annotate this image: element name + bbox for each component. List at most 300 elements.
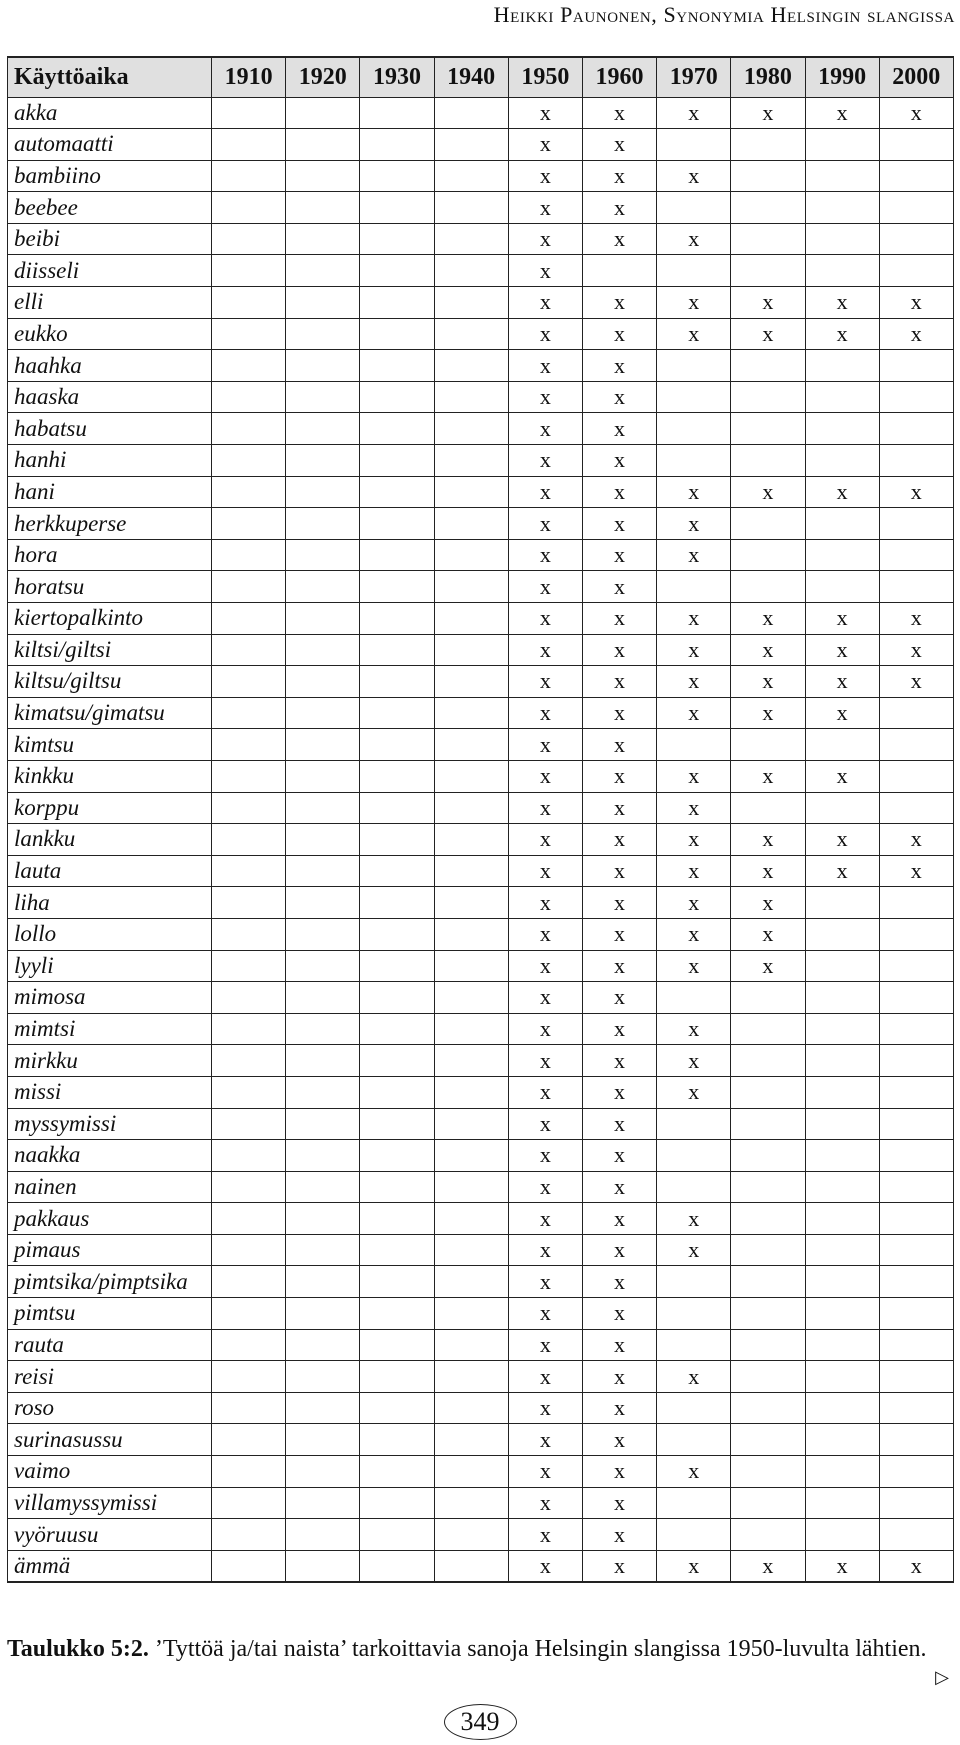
empty-cell bbox=[360, 318, 434, 350]
empty-cell bbox=[731, 1013, 805, 1045]
usage-mark-cell: x bbox=[805, 666, 879, 698]
usage-mark-cell: x bbox=[582, 1424, 656, 1456]
table-row bbox=[8, 697, 954, 729]
empty-cell bbox=[731, 129, 805, 161]
empty-cell bbox=[360, 539, 434, 571]
empty-cell bbox=[731, 381, 805, 413]
page-number-label: 349 bbox=[444, 1704, 517, 1740]
usage-mark-cell: x bbox=[879, 97, 953, 129]
empty-cell bbox=[434, 476, 508, 508]
empty-cell bbox=[879, 1234, 953, 1266]
usage-mark-cell: x bbox=[582, 824, 656, 856]
word-cell: kimatsu/gimatsu bbox=[8, 697, 212, 729]
empty-cell bbox=[879, 1108, 953, 1140]
empty-cell bbox=[805, 1013, 879, 1045]
word-cell: hanhi bbox=[8, 445, 212, 477]
empty-cell bbox=[434, 634, 508, 666]
table-row bbox=[8, 1298, 954, 1330]
empty-cell bbox=[657, 413, 731, 445]
usage-mark-cell: x bbox=[508, 1171, 582, 1203]
usage-mark-cell: x bbox=[805, 855, 879, 887]
empty-cell bbox=[805, 1361, 879, 1393]
empty-cell bbox=[731, 192, 805, 224]
empty-cell bbox=[805, 1140, 879, 1172]
empty-cell bbox=[657, 255, 731, 287]
empty-cell bbox=[879, 1298, 953, 1330]
word-cell: naakka bbox=[8, 1140, 212, 1172]
empty-cell bbox=[212, 918, 286, 950]
empty-cell bbox=[286, 792, 360, 824]
empty-cell bbox=[434, 697, 508, 729]
usage-mark-cell: x bbox=[582, 508, 656, 540]
empty-cell bbox=[286, 950, 360, 982]
usage-mark-cell: x bbox=[657, 855, 731, 887]
usage-mark-cell: x bbox=[657, 287, 731, 319]
word-cell: kiltsu/giltsu bbox=[8, 666, 212, 698]
usage-mark-cell: x bbox=[582, 634, 656, 666]
usage-mark-cell: x bbox=[508, 223, 582, 255]
empty-cell bbox=[434, 1519, 508, 1551]
empty-cell bbox=[434, 192, 508, 224]
empty-cell bbox=[360, 982, 434, 1014]
table-row bbox=[8, 255, 954, 287]
empty-cell bbox=[805, 1329, 879, 1361]
empty-cell bbox=[286, 318, 360, 350]
table-row bbox=[8, 1266, 954, 1298]
empty-cell bbox=[879, 571, 953, 603]
table-row bbox=[8, 350, 954, 382]
empty-cell bbox=[212, 634, 286, 666]
empty-cell bbox=[286, 1329, 360, 1361]
empty-cell bbox=[360, 792, 434, 824]
empty-cell bbox=[879, 1424, 953, 1456]
empty-cell bbox=[212, 666, 286, 698]
empty-cell bbox=[286, 1550, 360, 1582]
word-cell: bambiino bbox=[8, 160, 212, 192]
empty-cell bbox=[360, 160, 434, 192]
usage-mark-cell: x bbox=[582, 950, 656, 982]
empty-cell bbox=[212, 1013, 286, 1045]
empty-cell bbox=[434, 1266, 508, 1298]
usage-mark-cell: x bbox=[657, 666, 731, 698]
empty-cell bbox=[805, 950, 879, 982]
usage-mark-cell: x bbox=[879, 1550, 953, 1582]
usage-mark-cell: x bbox=[879, 476, 953, 508]
empty-cell bbox=[286, 97, 360, 129]
usage-mark-cell: x bbox=[582, 1171, 656, 1203]
empty-cell bbox=[434, 1456, 508, 1488]
usage-mark-cell: x bbox=[508, 760, 582, 792]
empty-cell bbox=[731, 1361, 805, 1393]
empty-cell bbox=[805, 160, 879, 192]
table-row bbox=[8, 1392, 954, 1424]
empty-cell bbox=[212, 97, 286, 129]
empty-cell bbox=[805, 508, 879, 540]
empty-cell bbox=[360, 287, 434, 319]
table-row bbox=[8, 381, 954, 413]
usage-mark-cell: x bbox=[582, 129, 656, 161]
empty-cell bbox=[360, 255, 434, 287]
usage-mark-cell: x bbox=[508, 1424, 582, 1456]
empty-cell bbox=[879, 539, 953, 571]
header-usage-period: Käyttöaika bbox=[8, 57, 212, 97]
empty-cell bbox=[434, 982, 508, 1014]
usage-mark-cell: x bbox=[731, 950, 805, 982]
empty-cell bbox=[286, 1045, 360, 1077]
empty-cell bbox=[360, 1203, 434, 1235]
usage-mark-cell: x bbox=[582, 1234, 656, 1266]
usage-mark-cell: x bbox=[582, 160, 656, 192]
empty-cell bbox=[879, 255, 953, 287]
usage-mark-cell: x bbox=[508, 445, 582, 477]
word-cell: vaimo bbox=[8, 1456, 212, 1488]
header-decade: 2000 bbox=[879, 57, 953, 97]
word-cell: rauta bbox=[8, 1329, 212, 1361]
empty-cell bbox=[212, 539, 286, 571]
word-cell: beibi bbox=[8, 223, 212, 255]
word-cell: mimtsi bbox=[8, 1013, 212, 1045]
empty-cell bbox=[286, 413, 360, 445]
empty-cell bbox=[360, 129, 434, 161]
empty-cell bbox=[805, 1234, 879, 1266]
empty-cell bbox=[286, 855, 360, 887]
word-cell: lollo bbox=[8, 918, 212, 950]
usage-mark-cell: x bbox=[657, 1456, 731, 1488]
empty-cell bbox=[805, 729, 879, 761]
empty-cell bbox=[731, 160, 805, 192]
empty-cell bbox=[360, 729, 434, 761]
empty-cell bbox=[434, 508, 508, 540]
word-cell: elli bbox=[8, 287, 212, 319]
empty-cell bbox=[731, 223, 805, 255]
empty-cell bbox=[286, 697, 360, 729]
empty-cell bbox=[212, 1108, 286, 1140]
usage-mark-cell: x bbox=[805, 603, 879, 635]
empty-cell bbox=[434, 950, 508, 982]
table-row bbox=[8, 223, 954, 255]
empty-cell bbox=[879, 1329, 953, 1361]
usage-mark-cell: x bbox=[508, 1329, 582, 1361]
empty-cell bbox=[212, 1266, 286, 1298]
usage-mark-cell: x bbox=[508, 97, 582, 129]
empty-cell bbox=[879, 1361, 953, 1393]
empty-cell bbox=[434, 1329, 508, 1361]
empty-cell bbox=[879, 982, 953, 1014]
empty-cell bbox=[286, 129, 360, 161]
empty-cell bbox=[212, 982, 286, 1014]
empty-cell bbox=[731, 982, 805, 1014]
usage-mark-cell: x bbox=[805, 97, 879, 129]
usage-mark-cell: x bbox=[508, 192, 582, 224]
word-cell: missi bbox=[8, 1076, 212, 1108]
empty-cell bbox=[731, 508, 805, 540]
table-row bbox=[8, 318, 954, 350]
empty-cell bbox=[731, 413, 805, 445]
empty-cell bbox=[879, 729, 953, 761]
table-row bbox=[8, 855, 954, 887]
empty-cell bbox=[434, 1108, 508, 1140]
usage-mark-cell: x bbox=[508, 1108, 582, 1140]
usage-mark-cell: x bbox=[657, 760, 731, 792]
usage-mark-cell: x bbox=[582, 539, 656, 571]
usage-mark-cell: x bbox=[657, 603, 731, 635]
usage-mark-cell: x bbox=[582, 982, 656, 1014]
usage-mark-cell: x bbox=[582, 1361, 656, 1393]
empty-cell bbox=[434, 760, 508, 792]
table-row bbox=[8, 1203, 954, 1235]
header-decade: 1960 bbox=[582, 57, 656, 97]
empty-cell bbox=[879, 950, 953, 982]
empty-cell bbox=[212, 381, 286, 413]
usage-mark-cell: x bbox=[582, 760, 656, 792]
table-row bbox=[8, 539, 954, 571]
usage-mark-cell: x bbox=[657, 97, 731, 129]
table-row bbox=[8, 1424, 954, 1456]
empty-cell bbox=[360, 1456, 434, 1488]
empty-cell bbox=[879, 350, 953, 382]
table-row bbox=[8, 634, 954, 666]
table-row bbox=[8, 918, 954, 950]
empty-cell bbox=[434, 855, 508, 887]
empty-cell bbox=[731, 1487, 805, 1519]
usage-mark-cell: x bbox=[508, 1045, 582, 1077]
empty-cell bbox=[731, 1298, 805, 1330]
empty-cell bbox=[434, 1298, 508, 1330]
usage-mark-cell: x bbox=[582, 1076, 656, 1108]
word-cell: kimtsu bbox=[8, 729, 212, 761]
empty-cell bbox=[212, 255, 286, 287]
empty-cell bbox=[805, 192, 879, 224]
empty-cell bbox=[805, 1487, 879, 1519]
empty-cell bbox=[360, 508, 434, 540]
usage-mark-cell: x bbox=[731, 287, 805, 319]
caption-label: Taulukko 5:2. bbox=[7, 1636, 149, 1662]
empty-cell bbox=[360, 445, 434, 477]
empty-cell bbox=[360, 1519, 434, 1551]
empty-cell bbox=[879, 1140, 953, 1172]
empty-cell bbox=[731, 1203, 805, 1235]
empty-cell bbox=[212, 1519, 286, 1551]
usage-mark-cell: x bbox=[582, 792, 656, 824]
empty-cell bbox=[879, 445, 953, 477]
empty-cell bbox=[434, 318, 508, 350]
empty-cell bbox=[434, 223, 508, 255]
empty-cell bbox=[434, 1140, 508, 1172]
empty-cell bbox=[805, 350, 879, 382]
empty-cell bbox=[657, 1329, 731, 1361]
usage-mark-cell: x bbox=[657, 887, 731, 919]
usage-mark-cell: x bbox=[582, 97, 656, 129]
empty-cell bbox=[731, 350, 805, 382]
usage-mark-cell: x bbox=[508, 1456, 582, 1488]
empty-cell bbox=[434, 666, 508, 698]
empty-cell bbox=[805, 1108, 879, 1140]
usage-mark-cell: x bbox=[582, 1298, 656, 1330]
empty-cell bbox=[286, 824, 360, 856]
empty-cell bbox=[360, 476, 434, 508]
empty-cell bbox=[731, 792, 805, 824]
table-row bbox=[8, 476, 954, 508]
empty-cell bbox=[434, 129, 508, 161]
usage-mark-cell: x bbox=[879, 603, 953, 635]
usage-mark-cell: x bbox=[582, 287, 656, 319]
empty-cell bbox=[731, 445, 805, 477]
usage-mark-cell: x bbox=[508, 1361, 582, 1393]
usage-mark-cell: x bbox=[508, 381, 582, 413]
empty-cell bbox=[805, 413, 879, 445]
empty-cell bbox=[286, 1108, 360, 1140]
usage-mark-cell: x bbox=[731, 824, 805, 856]
word-cell: liha bbox=[8, 887, 212, 919]
usage-mark-cell: x bbox=[657, 950, 731, 982]
usage-mark-cell: x bbox=[805, 697, 879, 729]
usage-mark-cell: x bbox=[508, 1392, 582, 1424]
empty-cell bbox=[879, 192, 953, 224]
usage-mark-cell: x bbox=[657, 1550, 731, 1582]
empty-cell bbox=[434, 445, 508, 477]
table-row bbox=[8, 1140, 954, 1172]
empty-cell bbox=[286, 1266, 360, 1298]
usage-mark-cell: x bbox=[805, 318, 879, 350]
header-decade: 1940 bbox=[434, 57, 508, 97]
usage-mark-cell: x bbox=[657, 223, 731, 255]
empty-cell bbox=[805, 445, 879, 477]
empty-cell bbox=[212, 1171, 286, 1203]
usage-mark-cell: x bbox=[582, 603, 656, 635]
caption-text: ’Tyttöä ja/tai naista’ tarkoittavia sanoja Helsingin slangissa 1950-luvulta lähtien. bbox=[148, 1636, 927, 1662]
usage-mark-cell: x bbox=[508, 129, 582, 161]
empty-cell bbox=[286, 571, 360, 603]
empty-cell bbox=[805, 1171, 879, 1203]
empty-cell bbox=[731, 1519, 805, 1551]
empty-cell bbox=[212, 792, 286, 824]
empty-cell bbox=[657, 350, 731, 382]
usage-mark-cell: x bbox=[508, 1203, 582, 1235]
empty-cell bbox=[212, 1203, 286, 1235]
empty-cell bbox=[286, 350, 360, 382]
empty-cell bbox=[360, 824, 434, 856]
empty-cell bbox=[360, 950, 434, 982]
header-decade: 1920 bbox=[286, 57, 360, 97]
empty-cell bbox=[286, 476, 360, 508]
empty-cell bbox=[360, 350, 434, 382]
usage-mark-cell: x bbox=[731, 760, 805, 792]
empty-cell bbox=[286, 982, 360, 1014]
empty-cell bbox=[360, 413, 434, 445]
word-cell: mirkku bbox=[8, 1045, 212, 1077]
empty-cell bbox=[434, 1361, 508, 1393]
empty-cell bbox=[434, 287, 508, 319]
empty-cell bbox=[805, 1203, 879, 1235]
word-cell: kiertopalkinto bbox=[8, 603, 212, 635]
empty-cell bbox=[286, 192, 360, 224]
empty-cell bbox=[731, 1266, 805, 1298]
usage-mark-cell: x bbox=[508, 666, 582, 698]
usage-mark-cell: x bbox=[657, 1361, 731, 1393]
empty-cell bbox=[582, 255, 656, 287]
word-cell: hani bbox=[8, 476, 212, 508]
empty-cell bbox=[286, 1140, 360, 1172]
empty-cell bbox=[286, 381, 360, 413]
usage-mark-cell: x bbox=[582, 318, 656, 350]
empty-cell bbox=[805, 1076, 879, 1108]
usage-mark-cell: x bbox=[879, 855, 953, 887]
empty-cell bbox=[805, 1424, 879, 1456]
table-row bbox=[8, 287, 954, 319]
empty-cell bbox=[731, 1456, 805, 1488]
empty-cell bbox=[286, 1076, 360, 1108]
usage-mark-cell: x bbox=[508, 508, 582, 540]
empty-cell bbox=[879, 918, 953, 950]
word-cell: kiltsi/giltsi bbox=[8, 634, 212, 666]
empty-cell bbox=[657, 1392, 731, 1424]
empty-cell bbox=[212, 1298, 286, 1330]
empty-cell bbox=[879, 1045, 953, 1077]
usage-mark-cell: x bbox=[657, 508, 731, 540]
usage-mark-cell: x bbox=[582, 1392, 656, 1424]
empty-cell bbox=[879, 1487, 953, 1519]
usage-mark-cell: x bbox=[657, 792, 731, 824]
empty-cell bbox=[879, 381, 953, 413]
empty-cell bbox=[360, 760, 434, 792]
usage-mark-cell: x bbox=[508, 792, 582, 824]
table-row bbox=[8, 950, 954, 982]
empty-cell bbox=[434, 381, 508, 413]
table-row bbox=[8, 1013, 954, 1045]
empty-cell bbox=[731, 1329, 805, 1361]
usage-mark-cell: x bbox=[508, 1266, 582, 1298]
table-row bbox=[8, 1519, 954, 1551]
usage-mark-cell: x bbox=[508, 603, 582, 635]
empty-cell bbox=[434, 350, 508, 382]
empty-cell bbox=[360, 1140, 434, 1172]
empty-cell bbox=[434, 539, 508, 571]
usage-mark-cell: x bbox=[879, 666, 953, 698]
empty-cell bbox=[286, 760, 360, 792]
usage-mark-cell: x bbox=[657, 697, 731, 729]
empty-cell bbox=[212, 1392, 286, 1424]
usage-mark-cell: x bbox=[657, 1203, 731, 1235]
usage-mark-cell: x bbox=[508, 1298, 582, 1330]
empty-cell bbox=[286, 1456, 360, 1488]
usage-mark-cell: x bbox=[582, 1519, 656, 1551]
usage-mark-cell: x bbox=[657, 1045, 731, 1077]
empty-cell bbox=[286, 223, 360, 255]
usage-mark-cell: x bbox=[582, 223, 656, 255]
empty-cell bbox=[212, 350, 286, 382]
usage-mark-cell: x bbox=[508, 697, 582, 729]
usage-mark-cell: x bbox=[582, 381, 656, 413]
empty-cell bbox=[805, 1298, 879, 1330]
usage-mark-cell: x bbox=[582, 1266, 656, 1298]
empty-cell bbox=[731, 1076, 805, 1108]
empty-cell bbox=[434, 255, 508, 287]
empty-cell bbox=[360, 1329, 434, 1361]
table-row bbox=[8, 1076, 954, 1108]
empty-cell bbox=[212, 476, 286, 508]
empty-cell bbox=[286, 1361, 360, 1393]
usage-mark-cell: x bbox=[731, 918, 805, 950]
header-decade: 1990 bbox=[805, 57, 879, 97]
usage-mark-cell: x bbox=[508, 824, 582, 856]
word-cell: reisi bbox=[8, 1361, 212, 1393]
empty-cell bbox=[731, 255, 805, 287]
empty-cell bbox=[286, 539, 360, 571]
empty-cell bbox=[212, 729, 286, 761]
header-decade: 1980 bbox=[731, 57, 805, 97]
empty-cell bbox=[434, 1234, 508, 1266]
empty-cell bbox=[657, 192, 731, 224]
